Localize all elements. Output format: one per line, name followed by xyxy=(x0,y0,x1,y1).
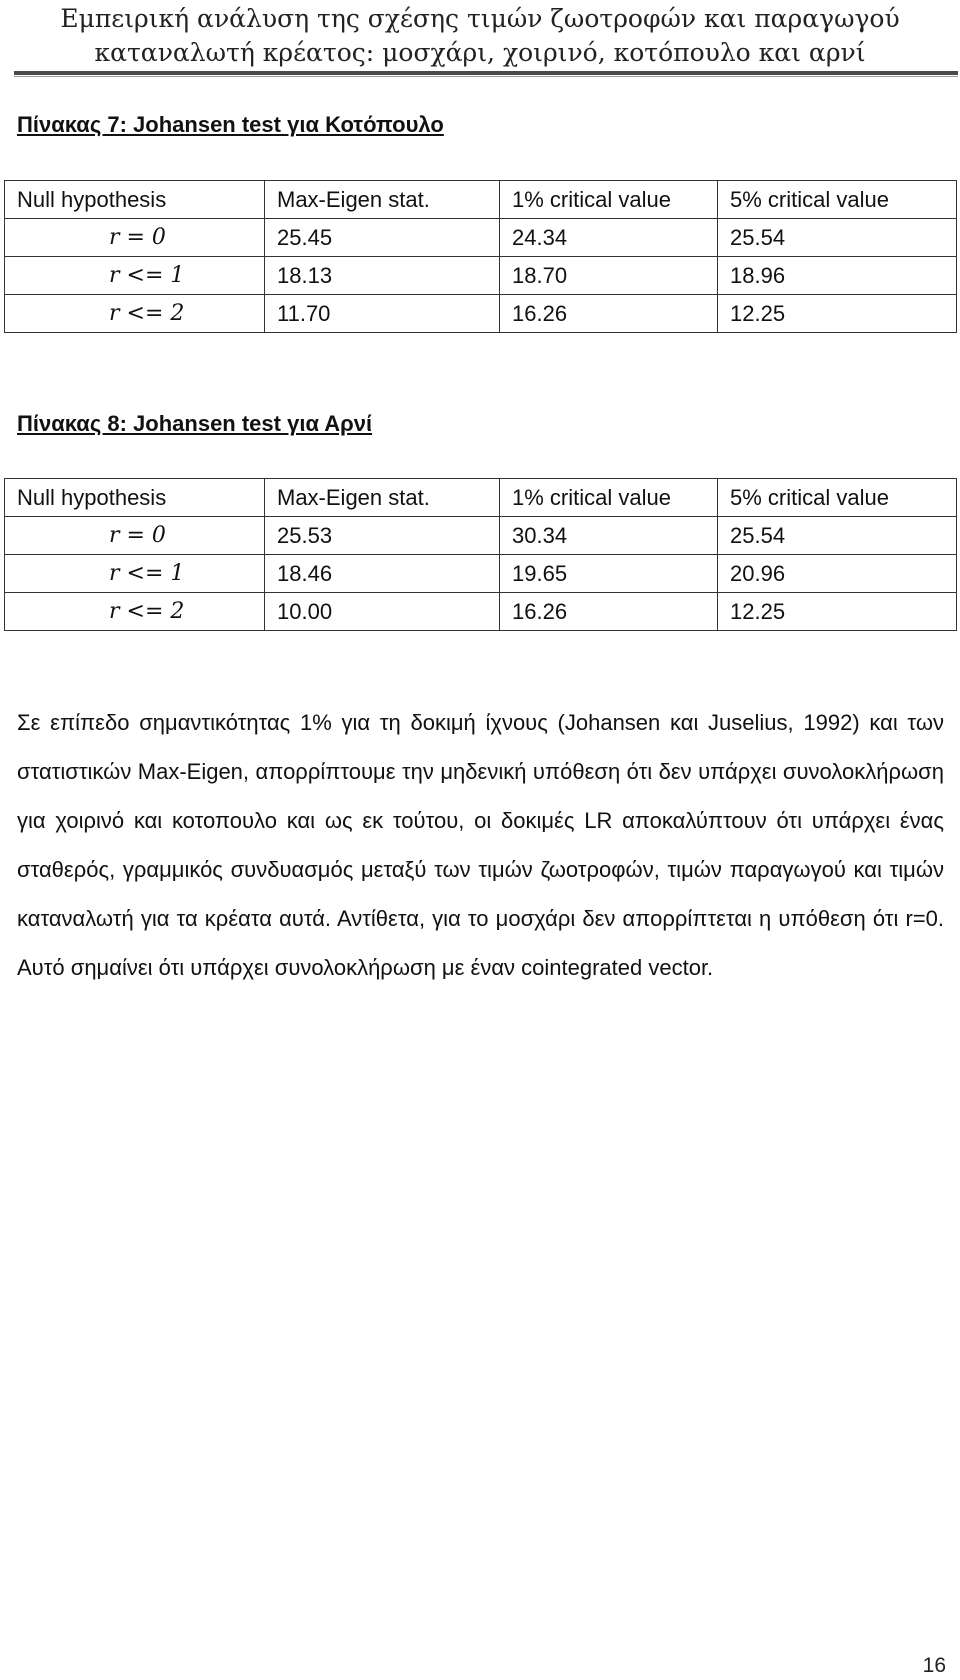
hypothesis-cell: r = 0 xyxy=(5,517,265,555)
max-eigen-cell: 25.45 xyxy=(265,219,500,257)
page-number: 16 xyxy=(922,1654,946,1677)
critical-1pct-cell: 30.34 xyxy=(500,517,718,555)
running-header-line-2: καταναλωτή κρέατος: μοσχάρι, χοιρινό, κοτόπουλο και αρνί xyxy=(94,38,866,67)
critical-1pct-cell: 24.34 xyxy=(500,219,718,257)
header-rule xyxy=(14,71,958,75)
table-row xyxy=(5,257,957,295)
critical-1pct-cell: 18.70 xyxy=(500,257,718,295)
hypothesis-cell: r <= 2 xyxy=(5,593,265,631)
max-eigen-cell: 11.70 xyxy=(265,295,500,333)
max-eigen-cell: 10.00 xyxy=(265,593,500,631)
hypothesis-cell: r <= 2 xyxy=(5,295,265,333)
table-8-caption: Πίνακας 8: Johansen test για Αρνί xyxy=(17,411,373,436)
table-7 xyxy=(4,180,957,333)
table-header-row xyxy=(5,181,957,219)
table-7-caption: Πίνακας 7: Johansen test για Κοτόπουλο xyxy=(17,112,444,137)
table-8 xyxy=(4,478,957,631)
hypothesis-cell: r = 0 xyxy=(5,219,265,257)
table-row xyxy=(5,593,957,631)
header-rule-thin xyxy=(14,76,958,77)
critical-1pct-cell: 16.26 xyxy=(500,295,718,333)
column-header: Max-Eigen stat. xyxy=(265,479,500,517)
hypothesis-cell: r <= 1 xyxy=(5,257,265,295)
critical-5pct-cell: 20.96 xyxy=(718,555,957,593)
column-header: 1% critical value xyxy=(500,479,718,517)
critical-5pct-cell: 12.25 xyxy=(718,295,957,333)
critical-1pct-cell: 16.26 xyxy=(500,593,718,631)
table-row xyxy=(5,295,957,333)
max-eigen-cell: 18.46 xyxy=(265,555,500,593)
table-row xyxy=(5,219,957,257)
column-header: Max-Eigen stat. xyxy=(265,181,500,219)
body-paragraph: Σε επίπεδο σημαντικότητας 1% για τη δοκιμή ίχνους (Johansen και Juselius, 1992) και των στατιστικών Max-Eigen, απορρίπτουμε την μηδενική υπόθεση ότι δεν υπάρχει συνολοκλήρωση για χοιρινό και κοτοπουλο και ως εκ τούτου, οι δοκιμές LR αποκαλύπτουν ότι υπάρχει ένας σταθερός, γραμμικός συνδυασμός μεταξύ των τιμών ζωοτροφών, τιμών παραγωγού και τιμών καταναλωτή για τα κρέατα αυτά. Αντίθετα, για το μοσχάρι δεν απορρίπτεται η υπόθεση ότι r=0. Αυτό σημαίνει ότι υπάρχει συνολοκλήρωση με έναν cointegrated vector. xyxy=(17,710,944,980)
max-eigen-cell: 25.53 xyxy=(265,517,500,555)
column-header: Null hypothesis xyxy=(5,479,265,517)
max-eigen-cell: 18.13 xyxy=(265,257,500,295)
table-row xyxy=(5,555,957,593)
column-header: 5% critical value xyxy=(718,479,957,517)
table-row xyxy=(5,517,957,555)
critical-1pct-cell: 19.65 xyxy=(500,555,718,593)
running-header xyxy=(0,0,960,70)
column-header: Null hypothesis xyxy=(5,181,265,219)
critical-5pct-cell: 25.54 xyxy=(718,219,957,257)
column-header: 1% critical value xyxy=(500,181,718,219)
critical-5pct-cell: 12.25 xyxy=(718,593,957,631)
table-header-row xyxy=(5,479,957,517)
critical-5pct-cell: 25.54 xyxy=(718,517,957,555)
critical-5pct-cell: 18.96 xyxy=(718,257,957,295)
column-header: 5% critical value xyxy=(718,181,957,219)
hypothesis-cell: r <= 1 xyxy=(5,555,265,593)
running-header-line-1: Εμπειρική ανάλυση της σχέσης τιμών ζωοτροφών και παραγωγού xyxy=(60,4,900,33)
